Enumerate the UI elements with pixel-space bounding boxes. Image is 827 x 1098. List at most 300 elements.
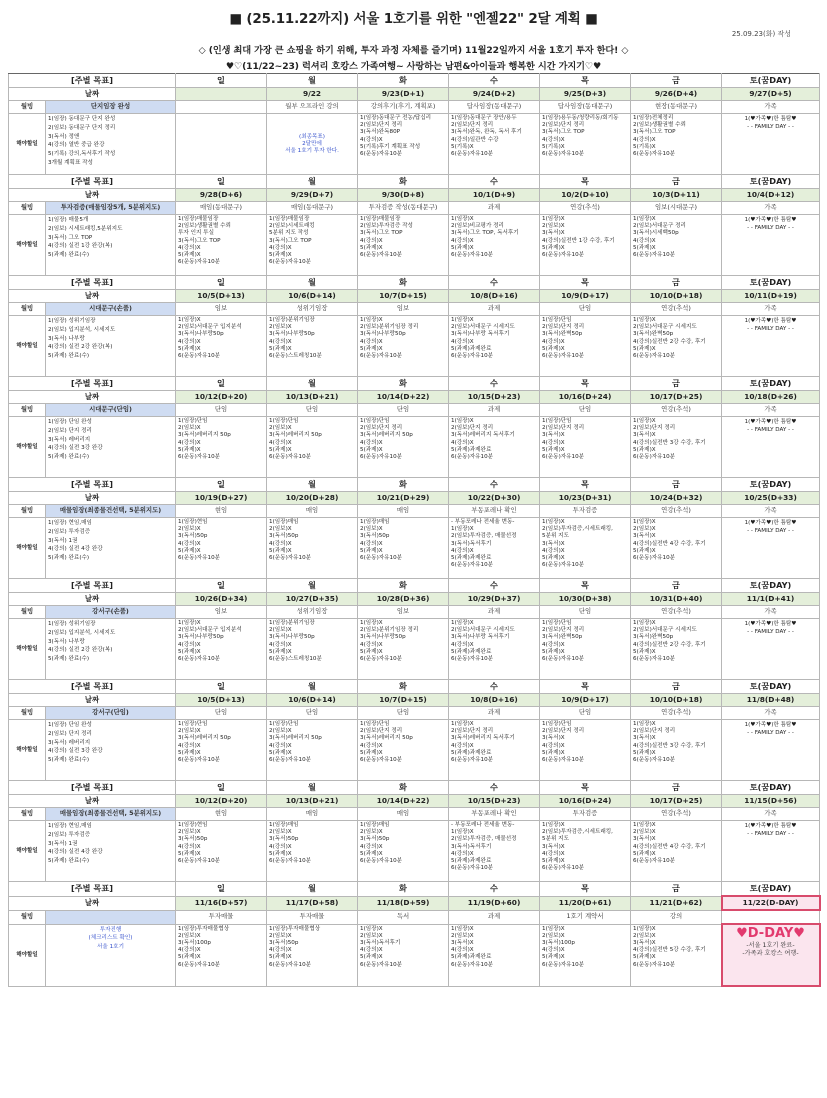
task-line: 6(운동)자유10분 — [360, 252, 403, 259]
task-line: 2(임보)단지 정리 — [542, 122, 585, 129]
weekday-2: 화 — [358, 781, 449, 795]
day-tasks — [176, 114, 267, 175]
day-theme: 단임 — [176, 707, 267, 720]
task-line: 4(강의)X — [360, 338, 383, 345]
weekly-goal-header: [주별 목표] — [9, 579, 176, 593]
task-line: 6(운동)자유10분 — [542, 353, 585, 360]
task-line: 5(과제)X — [178, 547, 201, 554]
task-line: 3(독서) 레버리지 — [48, 436, 91, 443]
task-line: 2(임보) 입지분석, 시세지도 — [48, 326, 116, 333]
date-cell: 10/9(D+17) — [540, 290, 631, 303]
task-line: 2(임보)투자검증 작성 — [360, 223, 413, 230]
weekday-3: 수 — [449, 175, 540, 189]
date-cell: 10/14(D+22) — [358, 795, 449, 808]
task-line: 5(과제)X — [542, 749, 565, 756]
date-cell: 10/20(D+28) — [267, 492, 358, 505]
day-theme: 현장(동대문구) — [631, 101, 722, 114]
weekday-6: 토(꿈DAY) — [722, 276, 820, 290]
day-tasks — [631, 114, 722, 175]
task-line: 3(독서)X — [451, 939, 474, 946]
task-line: 1(임장)X — [451, 620, 474, 626]
task-line: 3(독서)50p — [269, 533, 299, 540]
task-line: 2(임보)X — [269, 728, 292, 735]
week-focus: 단지임장 완성 — [46, 101, 176, 114]
week-theme-row — [9, 202, 820, 215]
task-line: 6(운동)자유10분 — [451, 656, 494, 663]
task-line: 2(임보)시세트래킹 — [269, 223, 315, 230]
task-line: 5(과제)과제완료 — [451, 648, 492, 655]
task-line: 6(운동)자유10분 — [542, 454, 585, 461]
task-line: (최종목표) — [299, 133, 325, 140]
weekday-2: 화 — [358, 377, 449, 391]
task-line: 2(임보)단지 정리 — [542, 728, 585, 735]
task-line: 2(임보)단지 정리 — [451, 425, 494, 432]
task-line: 4(강의)X — [542, 439, 565, 446]
task-line: 5(과제)X — [633, 850, 656, 857]
weekday-1: 월 — [267, 276, 358, 290]
weekday-0: 일 — [176, 781, 267, 795]
task-line: 서울 1호기 — [97, 944, 124, 951]
task-line: 6(운동)자유10분 — [451, 865, 494, 872]
date-cell: 11/8(D+48) — [722, 694, 820, 707]
weekly-goals — [46, 316, 176, 377]
task-line: 5(과제) 완료(수) — [48, 757, 90, 764]
day-theme: 임보 — [176, 606, 267, 619]
day-theme: 성위기임장 — [267, 303, 358, 316]
weekday-4: 목 — [540, 74, 631, 88]
todo-label: 해야할일 — [9, 215, 46, 276]
day-theme: 연강(추석) — [540, 202, 631, 215]
weekday-0: 일 — [176, 579, 267, 593]
date-cell: 10/16(D+24) — [540, 795, 631, 808]
task-line: 2(임보)분위기임장 정리 — [360, 627, 419, 634]
task-line: 6(운동)자유10분 — [269, 858, 312, 865]
task-line: 5(과제)X — [269, 954, 292, 961]
todo-row — [9, 924, 820, 986]
task-line: 3(독서)X — [633, 533, 656, 540]
task-line: 4(강의)X — [178, 439, 201, 446]
task-line: 1(임장) 현임,매임 — [48, 823, 92, 829]
task-line: 6(운동)자유10분 — [633, 656, 676, 663]
day-tasks — [267, 720, 358, 781]
date-row — [9, 189, 820, 202]
date-row — [9, 290, 820, 303]
task-line: 서울 1호기 투자 한다. — [285, 148, 339, 155]
day-tasks — [358, 821, 449, 882]
weekday-3: 수 — [449, 781, 540, 795]
task-line: 1(임장)현임 — [178, 519, 208, 525]
day-tasks — [176, 316, 267, 377]
task-line: 3(독서)50p — [269, 836, 299, 843]
todo-label: 해야할일 — [9, 518, 46, 579]
weekday-0: 일 — [176, 882, 267, 897]
task-line: 5(과제) 완료(수) — [48, 555, 90, 562]
subtitle-family: ♥♡(11/22~23) 럭셔리 호캉스 가족여행~ 사랑하는 남편&아이들과 행복한 시간 가지기♡♥ — [225, 61, 602, 72]
date-cell: 10/3(D+11) — [631, 189, 722, 202]
task-line: 4(강의) 실전 3강 완강 — [48, 445, 103, 452]
task-line: 5(과제) 완료(수) — [48, 858, 90, 865]
date-cell: 10/7(D+15) — [358, 694, 449, 707]
weekly-goals — [46, 518, 176, 579]
weekday-header-row — [9, 680, 820, 694]
task-line: 1(임장)매임 — [269, 519, 299, 525]
task-line: 1(임장)X — [360, 925, 383, 932]
task-line: 5(과제)X — [178, 749, 201, 756]
weekday-1: 월 — [267, 377, 358, 391]
day-theme: 과제 — [449, 303, 540, 316]
day-tasks — [540, 417, 631, 478]
task-line: 1(임장)X — [360, 620, 383, 626]
day-theme: 연강(추석) — [631, 303, 722, 316]
task-line: 3(독서) 정앤 — [48, 133, 80, 140]
task-line: 5(기록)X — [542, 143, 565, 150]
date-cell: 10/22(D+30) — [449, 492, 540, 505]
task-line: 2(임보)X — [269, 829, 292, 836]
task-line: 5(과제)X — [542, 244, 565, 251]
day-tasks — [631, 215, 722, 276]
task-line: 3(독서)50p — [360, 836, 390, 843]
task-line: 5(기록)X — [633, 143, 656, 150]
task-line: 2(임보)X — [542, 932, 565, 939]
weekday-6: 토(꿈DAY) — [722, 680, 820, 694]
day-theme: 임보 — [176, 303, 267, 316]
task-line: 1(임장)단임 — [542, 317, 572, 323]
day-tasks — [176, 417, 267, 478]
task-line: 6(운동)자유10분 — [633, 757, 676, 764]
task-line: 1(임장)동대문구 장안/용두 — [451, 115, 517, 121]
task-line: 2(임보)X — [178, 728, 201, 735]
task-line: 5분위 지도 — [542, 533, 569, 540]
weekly-goal-header: [주별 목표] — [9, 377, 176, 391]
todo-label: 해야할일 — [9, 114, 46, 175]
week-label: 월빙 — [9, 202, 46, 215]
todo-label: 해야할일 — [9, 417, 46, 478]
day-theme: 과제 — [449, 202, 540, 215]
date-cell: 11/16(D+57) — [176, 896, 267, 910]
task-line: 4(강의)X — [451, 850, 474, 857]
weekly-goals — [46, 215, 176, 276]
task-line: 6(운동)자유10분 — [542, 562, 585, 569]
date-label: 날짜 — [9, 391, 176, 404]
date-cell: 9/28(D+6) — [176, 189, 267, 202]
task-line: 2(임보)X — [269, 627, 292, 634]
task-line: 1(임장)분위기임장 — [269, 317, 315, 323]
date-cell: 10/26(D+34) — [176, 593, 267, 606]
task-line: 4(강의)X — [178, 843, 201, 850]
weekly-goal-header: [주별 목표] — [9, 781, 176, 795]
task-line: 3개월 계획표 작성 — [48, 159, 93, 166]
weekday-2: 화 — [358, 276, 449, 290]
date-cell: 10/19(D+27) — [176, 492, 267, 505]
task-line: 2(임보)X — [269, 324, 292, 331]
day-tasks — [631, 720, 722, 781]
task-line: 3(독서)X — [633, 939, 656, 946]
task-line: 1(임장)X — [542, 519, 565, 525]
task-line: 2(임보) 단지 정리 — [48, 730, 92, 737]
task-line: 1(임장) 동대문구 단지 완성 — [48, 116, 116, 122]
task-line: 5(과제)X — [633, 648, 656, 655]
task-line: 1(임장)매임 — [269, 822, 299, 828]
weekday-2: 화 — [358, 74, 449, 88]
family-day: - - FAMILY DAY - - — [747, 528, 794, 534]
family-line: 1(♥가족♥)한 틈탐♥ — [744, 520, 797, 526]
task-line: 6(운동)자유10분 — [178, 656, 221, 663]
task-line: 3(독서) 레버리지 — [48, 739, 91, 746]
task-line: 5분위 지도 — [542, 836, 569, 843]
day-theme: 단임 — [176, 404, 267, 417]
task-line: 1(임장) 단임 완성 — [48, 722, 92, 728]
task-line: 4(강의)실전반 3강 수강, 후기 — [633, 742, 706, 749]
weekday-0: 일 — [176, 377, 267, 391]
week-theme-row — [9, 808, 820, 821]
task-line: 1(임장)X — [451, 925, 474, 932]
date-cell: 10/18(D+26) — [722, 391, 820, 404]
day-tasks — [267, 215, 358, 276]
day-tasks — [540, 215, 631, 276]
task-line: 4(강의)X — [178, 540, 201, 547]
todo-label: 해야할일 — [9, 924, 46, 986]
date-cell: 11/19(D+60) — [449, 896, 540, 910]
plan-table — [8, 73, 821, 987]
task-line: 2(임보)단지 정리 — [542, 627, 585, 634]
task-line: 3(독서) 그오 TOP — [48, 234, 93, 241]
task-line: 2(임보)X — [360, 526, 383, 533]
todo-row — [9, 619, 820, 680]
task-line: 4(강의)X — [542, 547, 565, 554]
day-tasks — [176, 518, 267, 579]
week-label: 월빙 — [9, 606, 46, 619]
day-tasks — [449, 114, 540, 175]
task-line: 4(강의)X — [451, 547, 474, 554]
weekday-2: 화 — [358, 680, 449, 694]
date-label: 날짜 — [9, 694, 176, 707]
task-line: 6(운동)자유10분 — [451, 562, 494, 569]
task-line: 1(임장) 단임 완성 — [48, 419, 92, 425]
task-line: 5(과제)X — [360, 547, 383, 554]
task-line: 5(과제)X — [269, 345, 292, 352]
day-theme: 매임 — [267, 505, 358, 518]
task-line: 3(독서)100p — [178, 939, 211, 946]
weekday-4: 목 — [540, 478, 631, 492]
weekday-3: 수 — [449, 377, 540, 391]
subtitle-goal: ◇ (인생 최대 가장 큰 쇼핑을 하기 위해, 투자 과정 자체를 즐기며) 11월22일까지 서울 1호기 투자 한다! ◇ — [198, 45, 629, 56]
day-theme: 단임 — [540, 606, 631, 619]
day-tasks — [631, 821, 722, 882]
task-line: 2(임보)생활권별 수뢰 — [633, 122, 686, 129]
day-tasks — [267, 821, 358, 882]
task-line: 5(과제)X — [269, 648, 292, 655]
weekday-header-row — [9, 882, 820, 897]
task-line: 5(과제)X — [269, 252, 292, 259]
task-line: 6(운동)스트레칭10분 — [269, 656, 322, 663]
week-theme-row — [9, 707, 820, 720]
family-line: 1(♥가족♥)한 틈탐♥ — [744, 823, 797, 829]
day-tasks — [176, 924, 267, 986]
day-theme: 과제 — [449, 707, 540, 720]
task-line: 6(운동)자유10분 — [178, 259, 221, 266]
date-cell: 11/15(D+56) — [722, 795, 820, 808]
task-line: 1(임장)단임 — [542, 620, 572, 626]
todo-label: 해야할일 — [9, 619, 46, 680]
task-line: 3(독서)독서후기 — [451, 843, 492, 850]
date-cell: 10/5(D+13) — [176, 290, 267, 303]
todo-row — [9, 821, 820, 882]
task-line: 4(강의)X — [269, 244, 292, 251]
weekday-3: 수 — [449, 579, 540, 593]
task-line: 1(임장)X — [542, 822, 565, 828]
weekday-4: 목 — [540, 882, 631, 897]
task-line: 2(임보)분위기임장 정리 — [360, 324, 419, 331]
task-line: 4(강의)X — [269, 338, 292, 345]
date-cell — [176, 88, 267, 101]
task-line: 5(과제)과제완료 — [451, 555, 492, 562]
task-line: 5(과제)X — [360, 749, 383, 756]
saturday-family — [722, 518, 820, 579]
day-tasks — [358, 720, 449, 781]
date-cell: 9/30(D+8) — [358, 189, 449, 202]
week-theme-row — [9, 606, 820, 619]
day-tasks — [358, 924, 449, 986]
task-line: 4(강의)X — [360, 540, 383, 547]
day-theme: 강의 — [631, 910, 722, 924]
task-line: 6(운동)자유10분 — [178, 353, 221, 360]
task-line: 1(임장)X — [633, 822, 656, 828]
day-theme: 연강(추석) — [631, 404, 722, 417]
task-line: 2(임보)단지 정리 — [542, 324, 585, 331]
todo-label: 해야할일 — [9, 720, 46, 781]
task-line: 6(운동)자유10분 — [451, 252, 494, 259]
task-line: 3(독서)나부랑50p — [360, 634, 406, 641]
weekday-4: 목 — [540, 377, 631, 391]
task-line: 4(강의) 실전 2강 완강(복) — [48, 344, 113, 351]
saturday-family — [722, 417, 820, 478]
todo-row — [9, 417, 820, 478]
day-theme: 가족 — [722, 808, 820, 821]
task-line: 6(운동)자유10분 — [269, 259, 312, 266]
task-line: 5(과제)X — [269, 547, 292, 554]
task-line: 5(과제)X — [178, 446, 201, 453]
task-line: 5(과제)X — [542, 345, 565, 352]
day-theme: 연강(추석) — [631, 606, 722, 619]
saturday-family — [722, 215, 820, 276]
task-line: 4(강의)X — [633, 136, 656, 143]
task-line: 4(강의)X — [269, 947, 292, 954]
family-day: - - FAMILY DAY - - — [747, 831, 794, 837]
task-line: 2(임보)단지 정리 — [633, 728, 676, 735]
date-cell: 11/22(D-DAY) — [722, 896, 820, 910]
task-line: 1(임장)X — [633, 519, 656, 525]
day-theme: 매임(동대문구) — [267, 202, 358, 215]
weekday-header-row — [9, 276, 820, 290]
task-line: 5(과제) 완료(수) — [48, 353, 90, 360]
week-focus: 매물임장(최종물건선택, 5분위지도) — [46, 808, 176, 821]
task-line: 4(강의)실전반 2강 수강, 후기 — [633, 338, 706, 345]
weekday-5: 금 — [631, 680, 722, 694]
task-line: 6(운동)자유10분 — [633, 151, 676, 158]
task-line: 4(강의)X — [542, 947, 565, 954]
task-line: 1(임장)단임 — [269, 418, 299, 424]
task-line: 4(강의) 열반 중급 완강 — [48, 142, 105, 149]
task-line: 6(운동)자유10분 — [451, 961, 494, 968]
day-tasks — [540, 619, 631, 680]
todo-row — [9, 316, 820, 377]
date-cell: 11/1(D+41) — [722, 593, 820, 606]
week-label: 월빙 — [9, 303, 46, 316]
week-label: 월빙 — [9, 505, 46, 518]
week-label: 월빙 — [9, 404, 46, 417]
task-line: 2(임보)단지 정리 — [360, 122, 403, 129]
task-line: 4(강의)X — [269, 742, 292, 749]
day-tasks — [267, 114, 358, 175]
weekly-goal-header: [주별 목표] — [9, 882, 176, 897]
task-line: 6(운동)자유10분 — [178, 555, 221, 562]
task-line: 3(독서)나부랑50p — [360, 331, 406, 338]
weekday-3: 수 — [449, 882, 540, 897]
date-cell: 9/29(D+7) — [267, 189, 358, 202]
task-line: 5(과제)과제완료 — [451, 954, 492, 961]
task-line: 1(임장)용두동/청량리동/회기동 — [542, 115, 619, 121]
task-line: 5(과제)X — [360, 446, 383, 453]
task-line: 1(임장)동대문구 전농/답십리 — [360, 115, 432, 121]
task-line: 5(과제)X — [360, 954, 383, 961]
task-line: 4(강의)X — [178, 244, 201, 251]
task-line: 5(과제) 완료(수) — [48, 656, 90, 663]
task-line: 1(임장) 성위기임장 — [48, 318, 96, 324]
task-line: 1(임장)X — [633, 216, 656, 222]
day-tasks — [267, 619, 358, 680]
day-tasks — [631, 924, 722, 986]
weekday-2: 화 — [358, 175, 449, 189]
task-line: 6(운동)스트레칭10분 — [269, 353, 322, 360]
weekly-goals — [46, 619, 176, 680]
date-row — [9, 88, 820, 101]
weekly-goals — [46, 720, 176, 781]
task-line: 3(독서)그오 TOP — [360, 230, 403, 237]
task-line: 3(독서)나부랑 독서후기 — [451, 634, 510, 641]
task-line: 2(임보) 투자검증 — [48, 831, 91, 838]
day-tasks — [449, 619, 540, 680]
weekday-2: 화 — [358, 478, 449, 492]
task-line: 1(임장)X — [633, 925, 656, 932]
day-theme: 현임 — [176, 505, 267, 518]
task-line: 5(과제)X — [178, 345, 201, 352]
task-line: 4(강의)X — [542, 742, 565, 749]
task-line: 6(운동)자유10분 — [633, 858, 676, 865]
day-theme: 매임(동대문구) — [176, 202, 267, 215]
date-cell: 10/6(D+14) — [267, 694, 358, 707]
task-line: 4(강의)실전반 3강 수강, 후기 — [633, 439, 706, 446]
task-line: 2(임보)X — [542, 223, 565, 230]
day-theme: 연강(추석) — [631, 707, 722, 720]
task-line: 3(독서)레버리지 50p — [178, 432, 231, 439]
task-line: 4(강의)X — [633, 237, 656, 244]
task-line: - 부동포레나 전세율 변동- — [451, 519, 515, 525]
day-theme: 과제 — [449, 910, 540, 924]
task-line: 3(독서)완독80P — [360, 129, 401, 136]
day-theme: 단임 — [358, 707, 449, 720]
task-line: 5(기록)X — [451, 143, 474, 150]
date-cell: 10/12(D+20) — [176, 391, 267, 404]
task-line: 2(임보)단지 정리 — [360, 728, 403, 735]
day-tasks — [449, 417, 540, 478]
day-theme: 투자매물 — [267, 910, 358, 924]
week-label: 월빙 — [9, 808, 46, 821]
day-theme: 가족 — [722, 303, 820, 316]
task-line: 1(임장)X — [451, 216, 474, 222]
date-cell: 9/24(D+2) — [449, 88, 540, 101]
date-cell: 11/20(D+61) — [540, 896, 631, 910]
date-cell: 10/12(D+20) — [176, 795, 267, 808]
